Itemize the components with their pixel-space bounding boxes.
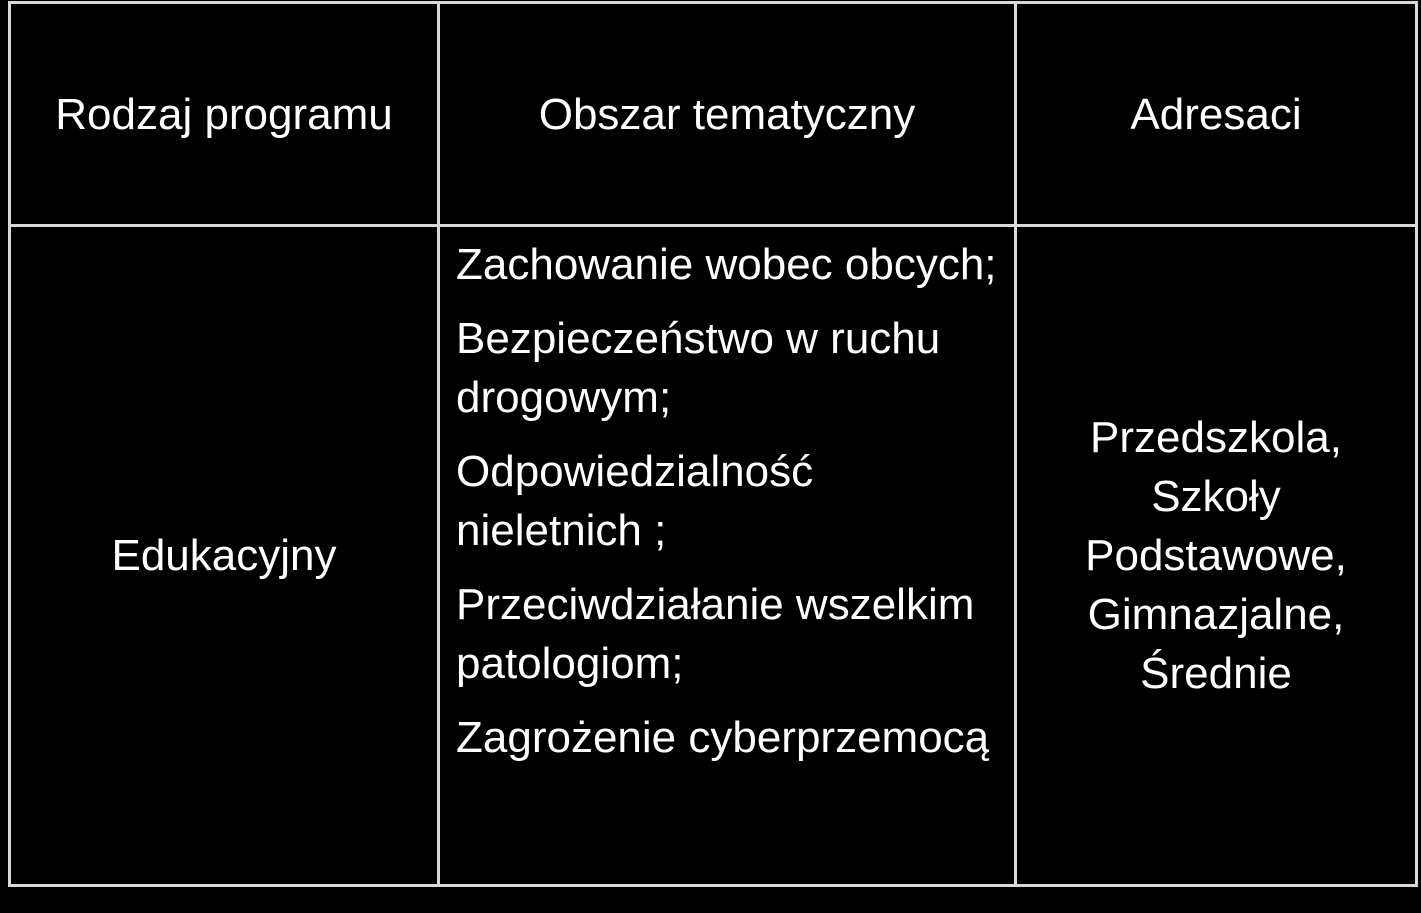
topic-item: Odpowiedzialność nieletnich ;: [456, 447, 814, 555]
header-audience: Adresaci: [1017, 4, 1415, 227]
cell-program-type: Edukacyjny: [11, 227, 440, 884]
cell-thematic-area: [440, 227, 1017, 884]
audience-line: Przedszkola,: [1090, 413, 1342, 462]
topic-item: Przeciwdziałanie wszelkim patologiom;: [456, 580, 975, 688]
cell-audience: [1017, 227, 1415, 884]
audience-line: Średnie: [1140, 649, 1292, 698]
topic-item: Zachowanie wobec obcych;: [456, 240, 997, 289]
program-table: [8, 1, 1418, 887]
audience-list: [1085, 408, 1347, 703]
audience-line: Gimnazjalne,: [1087, 590, 1345, 639]
audience-line: Podstawowe,: [1085, 531, 1347, 580]
header-thematic-area: Obszar tematyczny: [440, 4, 1017, 227]
audience-line: Szkoły: [1151, 472, 1281, 521]
topic-item: Zagrożenie cyberprzemocą: [456, 713, 990, 762]
topic-item: Bezpieczeństwo w ruchu drogowym;: [456, 314, 941, 422]
header-program-type: Rodzaj programu: [11, 4, 440, 227]
